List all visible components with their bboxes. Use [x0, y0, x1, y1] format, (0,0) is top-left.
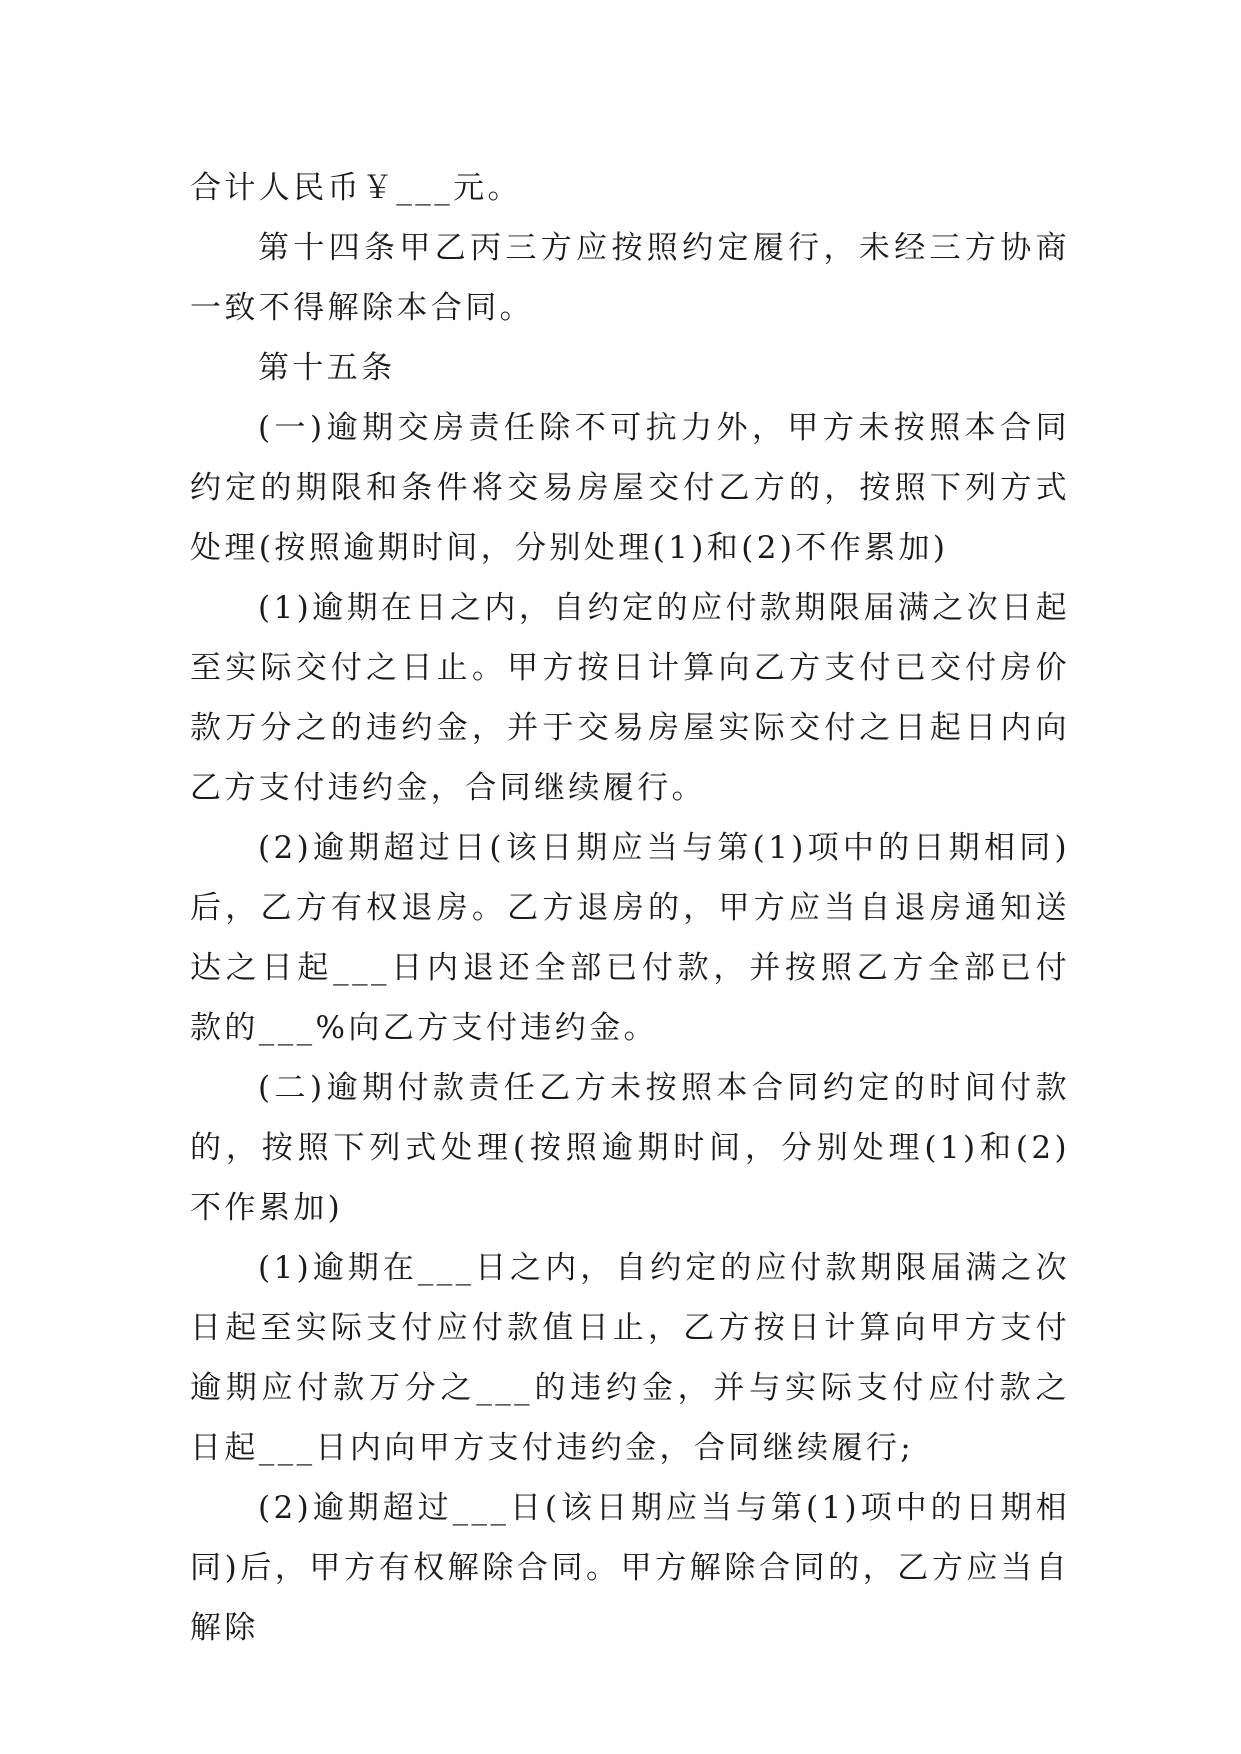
- document-body: [190, 158, 1070, 1658]
- paragraph-late-payment-item-2: (2)逾期超过___日(该日期应当与第(1)项中的日期相同)后，甲方有权解除合同。甲方解除合同的，乙方应当自解除: [190, 1490, 1070, 1646]
- paragraph-late-delivery-item-2: (2)逾期超过日(该日期应当与第(1)项中的日期相同)后，乙方有权退房。乙方退房的，甲方应当自退房通知送达之日起___日内退还全部已付款，并按照乙方全部已付款的___%向乙方支付违约金。: [190, 830, 1070, 1046]
- paragraph-late-payment-item-1: (1)逾期在___日之内，自约定的应付款期限届满之次日起至实际支付应付款值日止，乙方按日计算向甲方支付逾期应付款万分之___的违约金，并与实际支付应付款之日起___日内向甲方支付违约金，合同继续履行;: [190, 1250, 1070, 1466]
- paragraph-total-amount: 合计人民币￥___元。: [190, 170, 522, 206]
- paragraph-late-delivery-liability: (一)逾期交房责任除不可抗力外，甲方未按照本合同约定的期限和条件将交易房屋交付乙方的，按照下列方式处理(按照逾期时间，分别处理(1)和(2)不作累加): [190, 410, 1070, 566]
- paragraph-article-15-heading: 第十五条: [258, 350, 396, 386]
- paragraph-late-payment-liability: (二)逾期付款责任乙方未按照本合同约定的时间付款的，按照下列式处理(按照逾期时间，分别处理(1)和(2)不作累加): [190, 1070, 1070, 1226]
- paragraph-article-14: 第十四条甲乙丙三方应按照约定履行，未经三方协商一致不得解除本合同。: [190, 230, 1070, 326]
- paragraph-late-delivery-item-1: (1)逾期在日之内，自约定的应付款期限届满之次日起至实际交付之日止。甲方按日计算向乙方支付已交付房价款万分之的违约金，并于交易房屋实际交付之日起日内向乙方支付违约金，合同继续履行。: [190, 590, 1070, 806]
